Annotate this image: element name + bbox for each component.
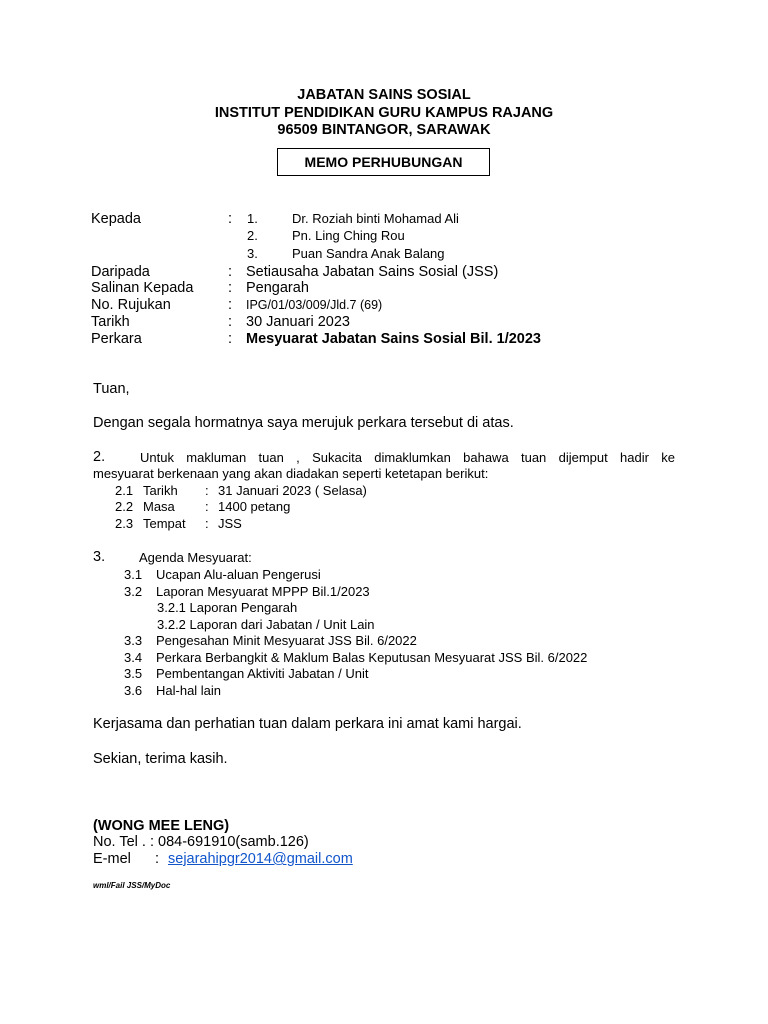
agenda-2-text: Laporan Mesyuarat MPPP Bil.1/2023: [156, 584, 370, 599]
detail-1-label: Tarikh: [143, 483, 178, 498]
detail-1-num: 2.1: [115, 483, 134, 498]
daripada-colon: :: [228, 264, 233, 280]
agenda-1-text: Ucapan Alu-aluan Pengerusi: [156, 567, 321, 582]
intro-paragraph: Dengan segala hormatnya saya merujuk perkara tersebut di atas.: [93, 415, 514, 431]
salinan-label: Salinan Kepada: [91, 280, 194, 296]
salinan-colon: :: [228, 280, 233, 296]
signatory-tel: No. Tel . : 084-691910(samb.126): [93, 834, 309, 850]
detail-2-value: 1400 petang: [218, 499, 291, 514]
agenda-4-text: Perkara Berbangkit & Maklum Balas Keputusan Mesyuarat JSS Bil. 6/2022: [156, 650, 588, 665]
email-link[interactable]: sejarahipgr2014@gmail.com: [168, 851, 353, 867]
detail-3-num: 2.3: [115, 516, 134, 531]
rujukan-label: No. Rujukan: [91, 297, 171, 313]
salinan-value: Pengarah: [246, 280, 309, 296]
closing-thanks: Sekian, terima kasih.: [93, 751, 228, 767]
detail-1-sep: :: [205, 483, 209, 498]
agenda-2-1-text: 3.2.1 Laporan Pengarah: [157, 600, 298, 615]
agenda-2-2-text: 3.2.2 Laporan dari Jabatan / Unit Lain: [157, 617, 375, 632]
para2-line2: mesyuarat berkenaan yang akan diadakan seperti ketetapan berikut:: [93, 466, 489, 481]
recipient-1-name: Dr. Roziah binti Mohamad Ali: [292, 211, 459, 226]
memo-title-box: [277, 148, 490, 176]
department-name: JABATAN SAINS SOSIAL: [297, 87, 471, 103]
agenda-5-num: 3.5: [124, 666, 143, 681]
detail-3-value: JSS: [218, 516, 242, 531]
para2-number: 2.: [93, 449, 106, 465]
closing-paragraph: Kerjasama dan perhatian tuan dalam perkara ini amat kami hargai.: [93, 716, 522, 732]
institute-address: 96509 BINTANGOR, SARAWAK: [277, 122, 491, 138]
kepada-colon: :: [228, 211, 233, 227]
recipient-2-num: 2.: [247, 228, 258, 243]
memo-title: MEMO PERHUBUNGAN: [304, 154, 463, 170]
rujukan-colon: :: [228, 297, 233, 313]
para3-number: 3.: [93, 549, 106, 565]
detail-2-num: 2.2: [115, 499, 134, 514]
email-sep: :: [155, 851, 160, 867]
perkara-value: Mesyuarat Jabatan Sains Sosial Bil. 1/2023: [246, 331, 541, 347]
agenda-title: Agenda Mesyuarat:: [139, 550, 252, 565]
rujukan-value: IPG/01/03/009/Jld.7 (69): [246, 298, 383, 312]
detail-3-label: Tempat: [143, 516, 186, 531]
agenda-6-text: Hal-hal lain: [156, 683, 222, 698]
perkara-colon: :: [228, 331, 233, 347]
agenda-3-num: 3.3: [124, 633, 143, 648]
recipient-3-num: 3.: [247, 246, 258, 261]
perkara-label: Perkara: [91, 331, 142, 347]
detail-2-sep: :: [205, 499, 209, 514]
daripada-label: Daripada: [91, 264, 150, 280]
footer-reference: wml/Fail JSS/MyDoc: [93, 881, 171, 890]
agenda-2-num: 3.2: [124, 584, 143, 599]
kepada-label: Kepada: [91, 211, 141, 227]
institute-name: INSTITUT PENDIDIKAN GURU KAMPUS RAJANG: [214, 105, 554, 121]
tarikh-label: Tarikh: [91, 314, 130, 330]
agenda-4-num: 3.4: [124, 650, 143, 665]
agenda-1-num: 3.1: [124, 567, 143, 582]
agenda-6-num: 3.6: [124, 683, 143, 698]
signatory-name: (WONG MEE LENG): [93, 818, 230, 834]
tarikh-value: 30 Januari 2023: [246, 314, 350, 330]
recipient-1-num: 1.: [247, 211, 258, 226]
daripada-value: Setiausaha Jabatan Sains Sosial (JSS): [246, 264, 499, 280]
email-label: E-mel: [93, 851, 131, 867]
recipient-3-name: Puan Sandra Anak Balang: [292, 246, 445, 261]
detail-3-sep: :: [205, 516, 209, 531]
agenda-5-text: Pembentangan Aktiviti Jabatan / Unit: [156, 666, 369, 681]
para2-line1: Untuk makluman tuan , Sukacita dimaklumkan bahawa tuan dijemput hadir ke: [140, 450, 675, 465]
detail-1-value: 31 Januari 2023 ( Selasa): [218, 483, 367, 498]
recipient-2-name: Pn. Ling Ching Rou: [292, 228, 405, 243]
salutation: Tuan,: [93, 381, 130, 397]
tarikh-colon: :: [228, 314, 233, 330]
detail-2-label: Masa: [143, 499, 175, 514]
agenda-3-text: Pengesahan Minit Mesyuarat JSS Bil. 6/2022: [156, 633, 417, 648]
